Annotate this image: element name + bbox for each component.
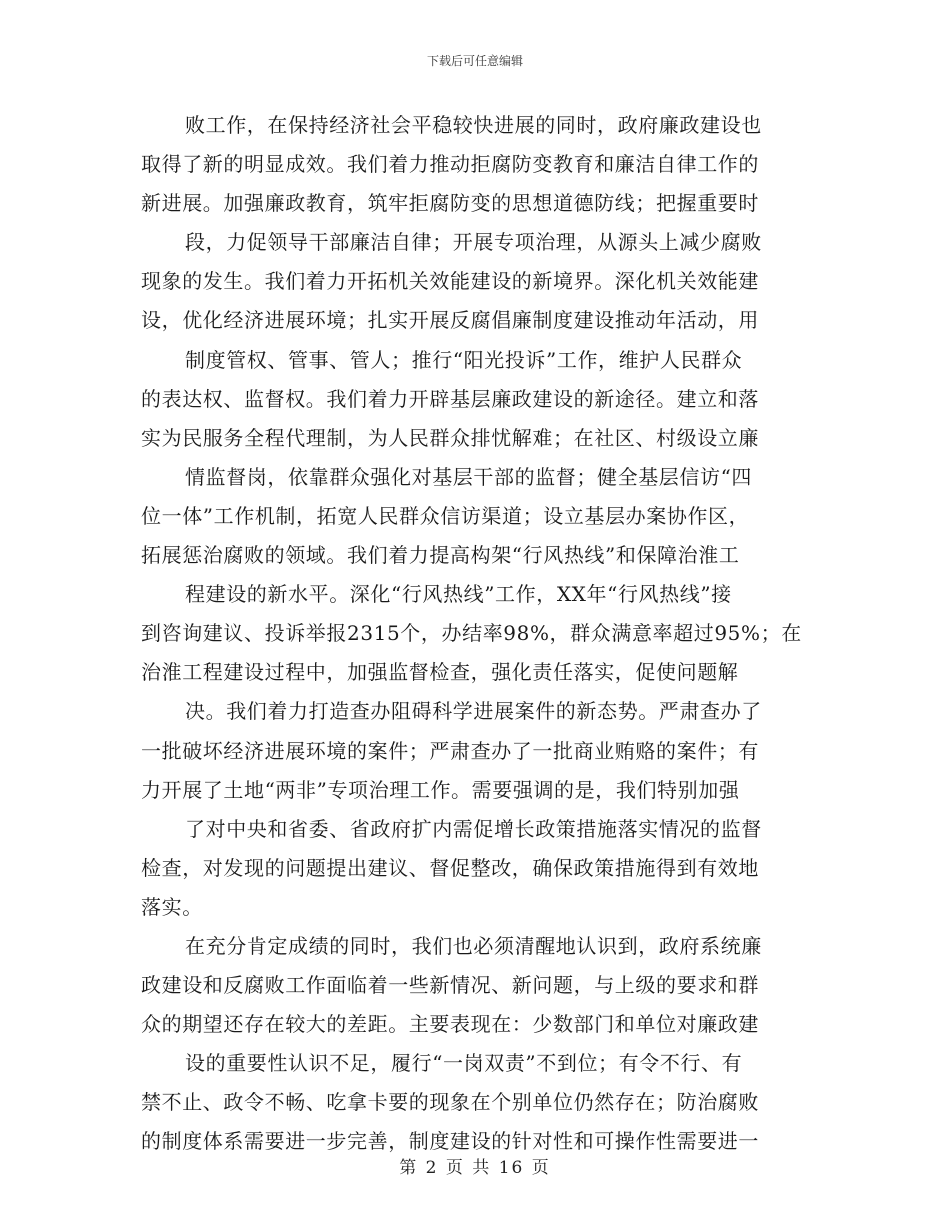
body-text bbox=[141, 106, 816, 1162]
text-line: 检查，对发现的问题提出建议、督促整改，确保政策措施得到有效地 bbox=[141, 855, 759, 880]
text-line: 取得了新的明显成效。我们着力推动拒腐防变教育和廉洁自律工作的 bbox=[141, 152, 759, 177]
text-line: 决。我们着力打造查办阻碍科学进展案件的新态势。严肃查办了 bbox=[185, 699, 762, 724]
text-line: 禁不止、政令不畅、吃拿卡要的现象在个别单位仍然存在；防治腐败 bbox=[141, 1090, 759, 1115]
text-line: 新进展。加强廉政教育，筑牢拒腐防变的思想道德防线；把握重要时 bbox=[141, 191, 759, 216]
text-line: 现象的发生。我们着力开拓机关效能建设的新境界。深化机关效能建 bbox=[141, 269, 759, 294]
text-line: 设，优化经济进展环境；扎实开展反腐倡廉制度建设推动年活动，用 bbox=[141, 308, 759, 333]
text-line: 在充分肯定成绩的同时，我们也必须清醒地认识到，政府系统廉 bbox=[185, 933, 762, 958]
text-line: 程建设的新水平。深化“行风热线”工作，XX年“行风热线”接 bbox=[185, 582, 732, 607]
text-line: 段，力促领导干部廉洁自律；开展专项治理，从源头上减少腐败 bbox=[185, 230, 762, 255]
text-line: 情监督岗，依靠群众强化对基层干部的监督；健全基层信访“四 bbox=[185, 464, 753, 489]
text-line: 了对中央和省委、省政府扩内需促增长政策措施落实情况的监督 bbox=[185, 816, 762, 841]
text-line: 制度管权、管事、管人；推行“阳光投诉”工作，维护人民群众 bbox=[185, 347, 743, 372]
text-line: 设的重要性认识不足，履行“一岗双责”不到位；有令不行、有 bbox=[185, 1051, 743, 1076]
text-line: 治淮工程建设过程中，加强监督检查，强化责任落实，促使问题解 bbox=[141, 660, 739, 685]
text-line: 位一体”工作机制，拓宽人民群众信访渠道；设立基层办案协作区， bbox=[141, 503, 750, 528]
text-line: 到咨询建议、投诉举报2315个，办结率98%，群众满意率超过95%；在 bbox=[141, 621, 802, 646]
text-line: 政建设和反腐败工作面临着一些新情况、新问题，与上级的要求和群 bbox=[141, 973, 759, 998]
page-header: 下载后可任意编辑 bbox=[426, 54, 523, 68]
text-line: 一批破坏经济进展环境的案件；严肃查办了一批商业贿赂的案件；有 bbox=[141, 738, 759, 763]
text-line: 力开展了土地“两非”专项治理工作。需要强调的是，我们特别加强 bbox=[141, 777, 740, 802]
text-line: 众的期望还存在较大的差距。主要表现在：少数部门和单位对廉政建 bbox=[141, 1012, 759, 1037]
text-line: 的表达权、监督权。我们着力开辟基层廉政建设的新途径。建立和落 bbox=[141, 386, 759, 411]
text-line: 的制度体系需要进一步完善，制度建设的针对性和可操作性需要进一 bbox=[141, 1129, 759, 1154]
text-line: 落实。 bbox=[141, 894, 203, 919]
text-line: 实为民服务全程代理制，为人民群众排忧解难；在社区、村级设立廉 bbox=[141, 425, 759, 450]
text-line: 败工作，在保持经济社会平稳较快进展的同时，政府廉政建设也 bbox=[185, 113, 762, 137]
text-line: 拓展惩治腐败的领域。我们着力提高构架“行风热线”和保障治淮工 bbox=[141, 543, 740, 568]
page-footer: 第 2 页 共 16 页 bbox=[399, 1158, 551, 1178]
